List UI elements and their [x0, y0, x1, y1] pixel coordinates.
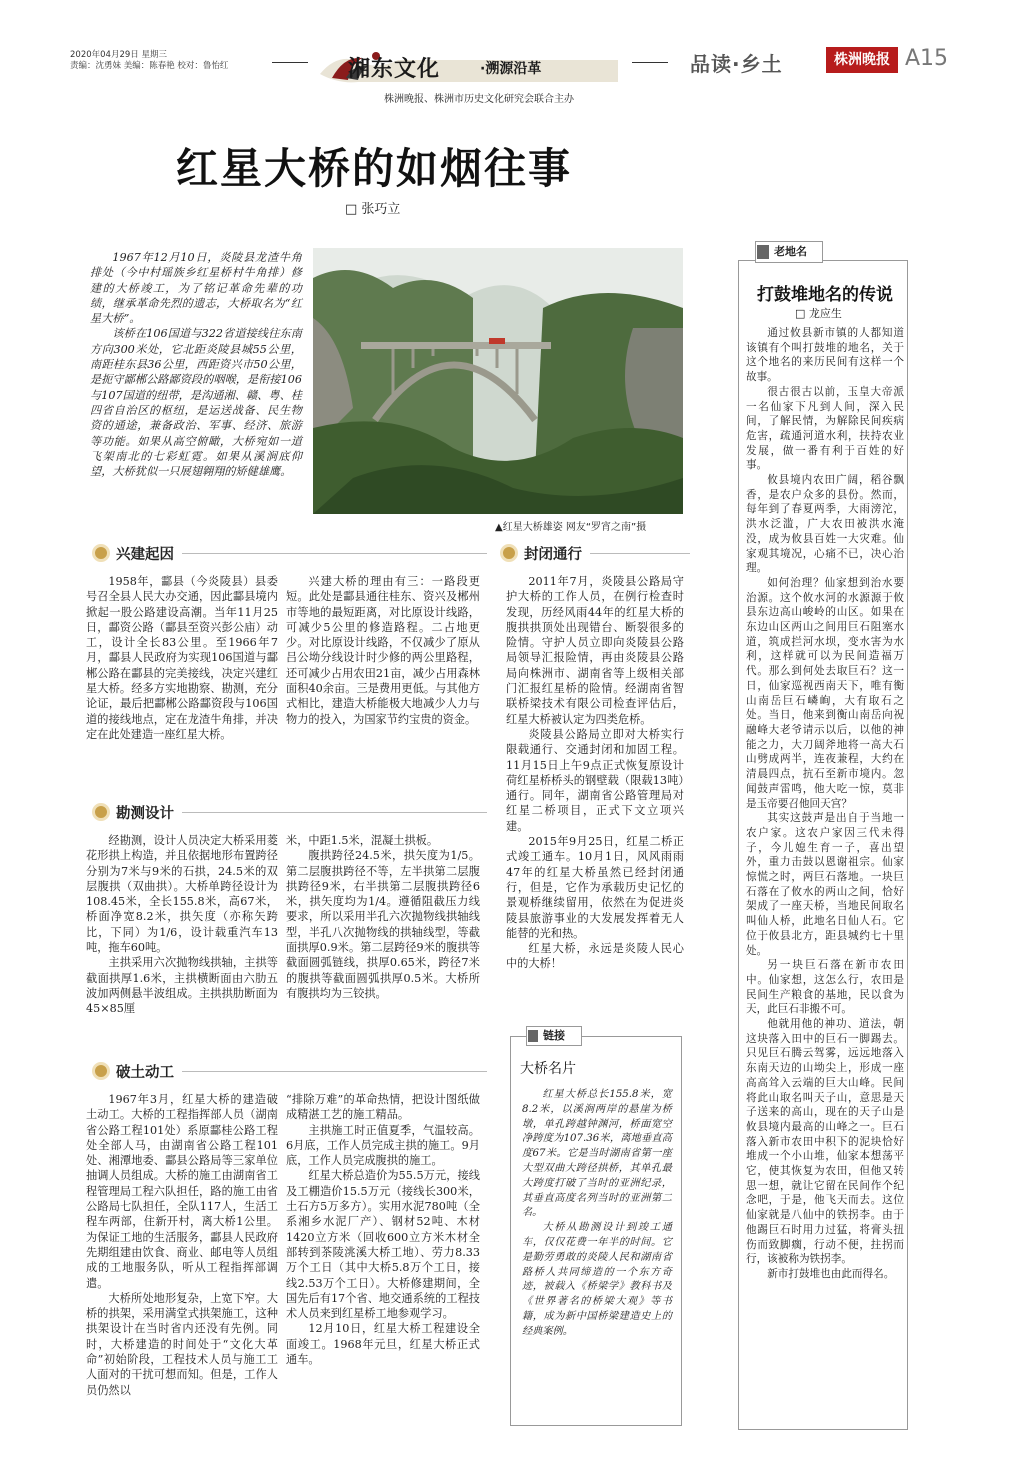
- intro-paragraph: 该桥在106国道与322省道接线往东南方向300米处，它北距炎陵县城55公里，南距桂东县36公里，西距资兴市50公里，是扼守鄙郴公路鄙资段的咽喉，是衔接106与107国道的纽带，是沟通湘、赣、粤、桂四省自治区的枢纽，是运送战备、民生物资的通途，兼备政治、军事、经济、旅游等功能。如果从高空俯瞰，大桥宛如一道飞架南北的七彩虹霓。如果从溪涧底仰望，大桥犹似一只展翅翱翔的矫健雄鹰。: [90, 327, 302, 479]
- paragraph: 其实这鼓声是出自于当地一农户家。这农户家因三代未得子，今儿媳生育一子，喜出望外，重力击鼓以恩谢祖宗。仙家惊慌之时，两巨石落地。一块巨石落在了攸水的两山之间，恰好架成了一座天桥，当地民间取名叫仙人桥，此地名日仙人石。它位于攸县北方，距县城约七十里处。: [746, 812, 904, 957]
- paragraph: 1967年3月，红星大桥的建造破土动工。大桥的工程指挥部人员（湖南省公路工程101处）系原酃桂公路工程处全部人马，由湖南省公路工程101处、湘潭地委、酃县公路局等三家单位抽调人员组成。大桥的施工由湖南省工程管理局工程六队担任，路的施工由省公路局七队担任，全队117人，生活工程车两部，住新开村，离大桥1公里。为保证工地的生活服务，酃县人民政府先期组建由饮食、商业、邮电等人员组成的工地服务队，听从工程指挥部调遣。: [86, 1093, 278, 1290]
- section-heading-survey: 勘测设计: [92, 800, 487, 824]
- paragraph: 攸县境内农田广阔，稻谷飘香，是农户众多的县份。然而，每年到了春夏两季，大雨滂沱，洪水泛滥，广大农田被洪水淹没，成为攸县百姓一大灾难。仙家观其境况，心痛不已，决心治理。: [746, 474, 904, 575]
- article-intro: [90, 250, 302, 479]
- paragraph: 主拱施工时正值夏季，气温较高。6月底，工作人员完成主拱的施工。9月底，工作人员完成腹拱的施工。: [286, 1123, 480, 1168]
- paragraph: 炎陵县公路局立即对大桥实行限载通行、交通封闭和加固工程。11月15日上午9点正式恢复原设计荷红星桥桥头的钢壁载（限载13吨）通行。同年，湖南省公路管理局对红星二桥项目，正式下文立项兴建。: [506, 727, 684, 833]
- paragraph: 如何治理？仙家想到治水要治源。这个攸水河的水源源于攸县东边高山峻岭的山区。如果在东边山区两山之间用巨石阻塞水道，筑成拦河水坝，变水害为水利，这样就可以为民间造福万代。那么到何处去取巨石？这一日，仙家巡视西南天下，唯有衡山南岳巨石嶙峋，大有取石之处。当日，他来到衡山南岳向祝融峰大老爷请示以后，以他的神能之力，大刀阔斧地将一高大石山劈成两半，连夜兼程，大约在清晨四点，抗石至新市境内。忽闻鼓声雷鸣，他大吃一惊，莫非是玉帝要召他回天宫？: [746, 576, 904, 810]
- sidebar-byline: □ 龙应生: [795, 307, 842, 320]
- paragraph: 兴建大桥的理由有三：一路段更短。此处是酃县通往桂东、资兴及郴州市等地的最短距离，对比原设计线路，可减少5公里的修造路程。二占地更少。对比原设计线路，不仅减少了原从吕公坳分线设计时少修的两公里路程，还可减少占用农田21亩，减少占用森林面积40余亩。三是费用更低。与其他方式相比，建造大桥能极大地减少人力与物力的投入，为国家节约宝贵的资金。: [286, 575, 480, 726]
- paragraph: 红星大桥总造价为55.5万元，接线及工棚造价15.5万元（接线长300米，土石方5万多方）。实用水泥780吨（全系湘乡水泥厂产）、钢材52吨、木材1420立方米（回收600立方米木材全部转到茶陵洮溪大桥工地）、劳力8.33万个工日（其中大桥5.8万个工日，接线2.53万个工日）。大桥修建期间，全国先后有17个省、地交通系统的工程技术人员来到红星桥工地参观学习。: [286, 1169, 480, 1321]
- paragraph: 腹拱跨径24.5米，拱矢度为1/5。第二层腹拱跨径不等，左半拱第二层腹拱跨径9米，右半拱第二层腹拱跨径6米，拱矢度均为1/4。遵循阻截压力线要求，所以采用半孔六次抛物线拱轴线型，半孔八次抛物线的拱轴线型，等截面拱厚0.9米。第二层跨径9米的腹拱等截面圆弧链线，拱厚0.65米，跨径7米的腹拱等截面圆弧拱厚0.5米。大桥所有腹拱均为三铰拱。: [286, 849, 480, 1000]
- paragraph: 1958年，酃县（今炎陵县）县委号召全县人民大办交通，因此酃县境内掀起一股公路建设高潮。当年11月25日，酃资公路（酃县至资兴彭公庙）动工，设计全长83公里。至1966年7月，酃县人民政府为实现106国道与酃郴公路在酃县的完美接线，决定兴建红星大桥。经多方实地勘察、勘测，充分论证，最后把酃郴公路酃资段与106国道的接线地点，定在龙渣牛角排，并决定在此处建造一座红星大桥。: [86, 575, 278, 741]
- origin-col2: [286, 574, 480, 727]
- photo-caption: ▲红星大桥雄姿 网友“罗宵之南”摄: [495, 522, 647, 533]
- section-name: 品读·乡土: [690, 52, 783, 76]
- date-line: 2020年04月29日 星期三: [70, 50, 167, 60]
- sidebar-title: 打鼓堆地名的传说: [757, 285, 893, 305]
- paper-logo: 株洲晚报: [826, 47, 898, 73]
- origin-col1: [86, 574, 278, 742]
- link-body: [522, 1088, 672, 1340]
- bridge-photo: [313, 248, 683, 514]
- paragraph: 2015年9月25日，红星二桥正式竣工通车。10月1日，风风雨雨47年的红星大桥虽然已经封闭通行，但是，它作为承载历史记忆的景观桥继续留用，依然在为促进炎陵县旅游事业的大发展发挥着无人能替的光和热。: [506, 835, 684, 940]
- masthead-meta: [70, 50, 228, 72]
- paragraph: 主拱采用六次抛物线拱轴，主拱等截面拱厚1.6米，主拱横断面由六肋五波加两侧悬半波组成。主拱拱肋断面为45×85厘: [86, 956, 278, 1016]
- masthead-rule-left: [272, 62, 308, 63]
- section-dot-icon: [92, 803, 110, 821]
- paragraph: 大桥从勘测设计到竣工通车，仅仅花费一年半的时间。它是勤劳勇敢的炎陵人民和湖南省路桥人共同缔造的一个东方奇迹，被载入《桥梁学》教科书及《世界著名的桥梁大观》等书籍，成为新中国桥梁建造史上的经典案例。: [522, 1222, 672, 1337]
- sidebar-tag-icon: [757, 245, 769, 259]
- staff-line: 责编：沈勇妹 美编：陈春艳 校对：鲁怡红: [70, 61, 229, 71]
- paragraph: 很古很古以前，玉皇大帝派一名仙家下凡到人间，深入民间，了解民情，为解除民间疾病危害，疏通河道水利，扶持农业发展，做一番有利于百姓的好事。: [746, 385, 904, 472]
- paragraph: 通过攸县新市镇的人都知道该镇有个叫打鼓堆的地名，关于这个地名的来历民间有这样一个故事。: [746, 327, 904, 384]
- paragraph: 12月10日，红星大桥工程建设全面竣工。1968年元旦，红星大桥正式通车。: [286, 1322, 480, 1367]
- page-number: A15: [905, 46, 949, 71]
- article-byline: □ 张巧立: [345, 202, 401, 217]
- link-tag: 链接: [526, 1026, 582, 1046]
- closure-col: [506, 574, 684, 972]
- section-heading-construction: 破土动工: [92, 1059, 487, 1083]
- construction-col2: [286, 1092, 480, 1367]
- paragraph: 新市打鼓堆也由此而得名。: [767, 1268, 895, 1280]
- section-dot-icon: [92, 544, 110, 562]
- sidebar-body: [746, 326, 904, 1282]
- section-dot-icon: [92, 1062, 110, 1080]
- paragraph: 另一块巨石落在新市农田中。仙家想，这怎么行，农田是民间生产粮食的基地，民以食为天，此巨石非搬不可。: [746, 959, 904, 1016]
- article-title: 红星大桥的如烟往事: [176, 144, 573, 193]
- sidebar-tag: 老地名: [755, 241, 823, 263]
- paragraph: 他就用他的神功、道法，朝这块落入田中的巨石一脚踢去。只见巨石腾云驾雾，远远地落入东南天边的山坳尖上，形成一座高高耸入云端的巨大山峰。民间将此山取名叫天子山，意思是天子送来的高山，现在的天子山是攸县境内最高的山峰之一。巨石落入新市农田中积下的泥块恰好堆成一个小山堆，仙家本想荡平它，使其恢复为农田，但他又转思一想，就让它留在民间作个纪念吧，于是，他飞天而去。这位仙家就是八仙中的铁拐李。由于他踢巨石时用力过猛，将膏头扭伤而致脚瘸，行动不便，拄拐而行，该被称为铁拐李。: [746, 1018, 904, 1266]
- masthead-subtitle: ·溯源沿革: [480, 61, 542, 77]
- bridge-illustration: [313, 248, 683, 514]
- survey-col1: [86, 833, 278, 1017]
- section-dot-icon: [500, 544, 518, 562]
- link-tag-icon: [528, 1030, 538, 1042]
- paragraph: 2011年7月，炎陵县公路局守护大桥的工作人员，在例行检查时发现，历经风雨44年的红星大桥的腹拱拱顶处出现错台、断裂很多的险情。守护人员立即向炎陵县公路局领导汇报险情，再由炎陵县公路局向株洲市、湖南省等上级相关部门汇报红星桥的险情。经湖南省智联桥梁技术有限公司检查评估后，红星大桥被认定为四类危桥。: [506, 575, 684, 726]
- paragraph: 红星大桥总长155.8米，宽8.2米，以溪涧两岸的悬崖为桥墩，单孔跨越钟渊河，桥面宽空净跨度为107.36米，离地垂直高度67米。它是当时湖南省第一座大型双曲大跨径拱桥，其单孔最大跨度打破了当时的亚洲纪录，其垂直高度名列当时的亚洲第二名。: [522, 1089, 672, 1219]
- paragraph: 红星大桥，永远是炎陵人民心中的大桥！: [506, 942, 684, 971]
- section-heading-origin: 兴建起因: [92, 541, 487, 565]
- section-heading-closure: 封闭通行: [500, 541, 690, 565]
- paragraph: 大桥所处地形复杂，上宽下窄。大桥的拱架，采用满堂式拱架施工，这种拱架设计在当时省内还没有先例。同时，大桥建造的时间处于“文化大革命”初始阶段，工程技术人员与施工工人面对的干扰可想而知。但是，工作人员仍然以: [86, 1291, 278, 1397]
- intro-paragraph: 1967年12月10日，炎陵县龙渣牛角排处（今中村瑶族乡红星桥村牛角排）修建的大桥竣工，为了铭记革命先辈的功绩，继承革命先烈的遗志，大桥取名为“红星大桥”。: [90, 251, 302, 326]
- paragraph: 米，中距1.5米，混凝土拱板。: [286, 834, 439, 847]
- paragraph: “排除万难”的革命热情，把设计图纸做成精湛工艺的施工精品。: [286, 1093, 480, 1122]
- masthead-rule-right: [632, 62, 668, 63]
- link-title: 大桥名片: [520, 1061, 576, 1077]
- paragraph: 经勘测，设计人员决定大桥采用菱花形拱上构造，并且依据地形布置跨径分别为7米与9米的石拱，24.5米的双层腹拱（双曲拱）。大桥单跨径设计为108.45米，全长155.8米，高67米，桥面净宽8.2米，拱矢度（亦称矢跨比，下同）为1/6，设计载重汽车13吨，拖车60吨。: [86, 834, 278, 955]
- construction-col1: [86, 1092, 278, 1398]
- masthead-hosts: 株洲晚报、株洲市历史文化研究会联合主办: [384, 94, 574, 105]
- survey-col2: [286, 833, 480, 1001]
- masthead-brand: 湘东文化: [348, 57, 441, 82]
